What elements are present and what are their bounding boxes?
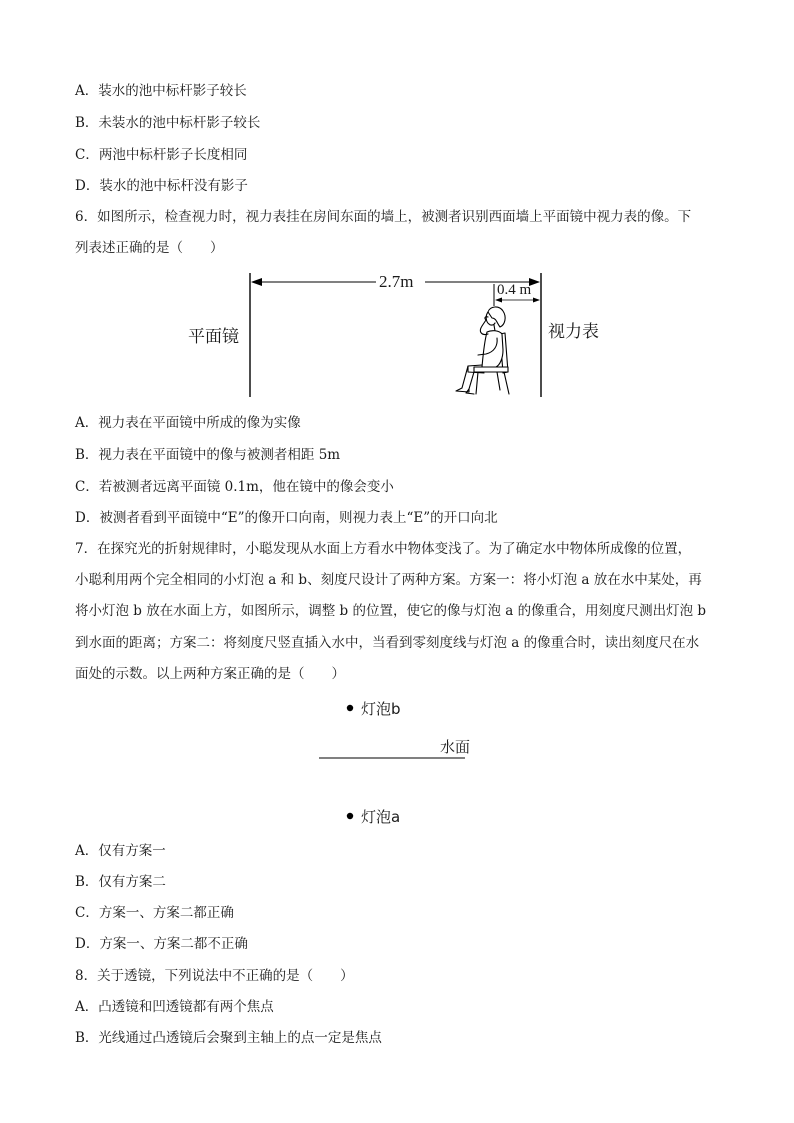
q7-stem-line-2: 小聪利用两个完全相同的小灯泡 a 和 b、刻度尺设计了两种方案。方案一：将小灯泡 a 放在水中某处，再 xyxy=(75,572,702,588)
q8-option-a: A．凸透镜和凹透镜都有两个焦点 xyxy=(75,999,274,1015)
small-arrowhead-right xyxy=(533,298,540,303)
q5-option-b: B．未装水的池中标杆影子较长 xyxy=(75,115,261,131)
q6-option-a: A．视力表在平面镜中所成的像为实像 xyxy=(75,415,301,431)
bulb-a-label: 灯泡a xyxy=(361,808,401,826)
q7-option-a: A．仅有方案一 xyxy=(75,843,166,859)
mirror-label: 平面镜 xyxy=(188,327,239,347)
q5-option-a: A．装水的池中标杆影子较长 xyxy=(75,83,247,99)
q5-option-c: C．两池中标杆影子长度相同 xyxy=(75,147,248,163)
eye-chart-label: 视力表 xyxy=(548,322,599,342)
q6-option-c: C．若被测者远离平面镜 0.1m，他在镜中的像会变小 xyxy=(75,479,394,495)
q7-option-b: B．仅有方案二 xyxy=(75,874,166,890)
q6-option-d: D．被测者看到平面镜中“E”的像开口向南，则视力表上“E”的开口向北 xyxy=(75,510,498,526)
bulb-b-dot xyxy=(347,705,353,711)
q7-option-d: D．方案一、方案二都不正确 xyxy=(75,936,248,952)
person-distance-label: 0.4 m xyxy=(497,282,532,298)
total-distance-label: 2.7m xyxy=(379,272,414,291)
q7-option-c: C．方案一、方案二都正确 xyxy=(75,905,234,921)
arrowhead-left xyxy=(251,278,262,286)
q7-stem-line-4: 到水面的距离；方案二：将刻度尺竖直插入水中，当看到零刻度线与灯泡 a 的像重合时，读出刻度尺在水 xyxy=(75,635,700,651)
q6-stem-line-1: 6．如图所示，检查视力时，视力表挂在房间东面的墙上，被测者识别西面墙上平面镜中视力表的像。下 xyxy=(75,209,692,225)
q5-option-d: D．装水的池中标杆没有影子 xyxy=(75,178,248,194)
q6-stem-line-2: 列表述正确的是（ ） xyxy=(75,240,224,256)
seated-person-icon xyxy=(456,307,509,394)
q8-option-b: B．光线通过凸透镜后会聚到主轴上的点一定是焦点 xyxy=(75,1030,382,1046)
q6-figure-drawing xyxy=(0,0,794,420)
q8-stem: 8．关于透镜，下列说法中不正确的是（ ） xyxy=(75,968,354,984)
bulb-b-label: 灯泡b xyxy=(361,700,401,718)
q6-option-b: B．视力表在平面镜中的像与被测者相距 5m xyxy=(75,447,341,463)
water-surface-label: 水面 xyxy=(440,738,471,756)
q7-stem-line-5: 面处的示数。以上两种方案正确的是（ ） xyxy=(75,666,345,682)
bulb-a-dot xyxy=(347,813,353,819)
q7-stem-line-1: 7．在探究光的折射规律时，小聪发现从水面上方看水中物体变浅了。为了确定水中物体所成像的位置， xyxy=(75,541,692,557)
q7-stem-line-3: 将小灯泡 b 放在水面上方，如图所示，调整 b 的位置，使它的像与灯泡 a 的像重合，用刻度尺测出灯泡 b xyxy=(75,603,707,619)
